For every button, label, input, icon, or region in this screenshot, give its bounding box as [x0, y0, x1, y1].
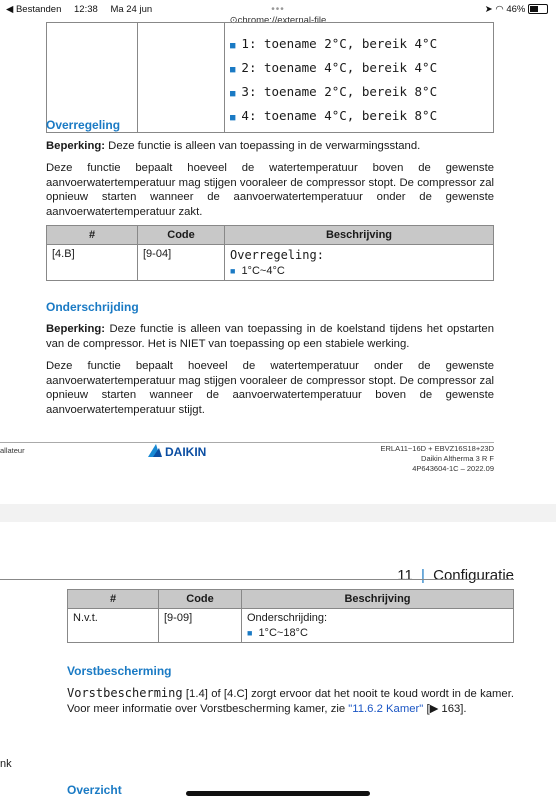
list-item: ■ 2: toename 4°C, bereik 4°C — [230, 60, 438, 75]
margin-text: nk — [0, 758, 12, 770]
col-header-desc: Beschrijving — [242, 590, 514, 609]
battery-percent: 46% — [506, 4, 526, 15]
status-date: Ma 24 jun — [110, 4, 153, 15]
daikin-logo — [148, 443, 218, 464]
cell-num: [4.B] — [47, 245, 138, 281]
footer-left: allateur — [0, 446, 25, 455]
cell-desc: Onderschrijding: — [247, 612, 328, 624]
chapter-title: Configuratie — [433, 567, 514, 584]
col-header-desc: Beschrijving — [225, 226, 494, 245]
cell-num: N.v.t. — [68, 609, 159, 643]
document-page-2 — [0, 522, 556, 800]
onderschrijding-beperking: Beperking: Deze functie is alleen van toepassing in de koelstand tijdens het opstarten van de compressor. Het is NIET van toepassing op een stabiele werking. — [46, 323, 494, 350]
kamer-link[interactable]: "11.6.2 Kamer" — [348, 702, 424, 715]
table-row — [68, 609, 514, 643]
cell-code: [9-04] — [138, 245, 225, 281]
col-header-code: Code — [138, 226, 225, 245]
overregeling-description: Deze functie bepaalt hoeveel de watertemperatuur boven de gewenste aanvoerwatertemperatuur mag stijgen vooraleer de compressor stopt. De compressor zal opnieuw starten wanneer de aanvoerwatertemperatuur onder de gewenste aanvoerwatertemperatuur zakt. — [46, 162, 494, 218]
header-divider — [0, 579, 514, 580]
table-row — [47, 245, 494, 281]
cell-range: ■ 1°C~18°C — [247, 627, 308, 639]
home-indicator[interactable] — [186, 791, 370, 796]
list-item: ■ 3: toename 2°C, bereik 8°C — [230, 84, 438, 99]
vorstbescherming-text: Vorstbescherming [1.4] of [4.C] zorgt ervoor dat het nooit te koud wordt in de kamer. Voor meer informatie over Vorstbescherming kamer, zie "11.6.2 Kamer" [▶ 163]. — [67, 686, 514, 715]
logo-text: DAIKIN — [165, 445, 207, 459]
onderschrijding-description: Deze functie bepaalt hoeveel de watertemperatuur onder de gewenste aanvoerwatertemperatuur mag stijgen vooraleer de compressor stopt. De compressor zal opnieuw starten wanneer de aanvoerwatertemperatuur boven de gewenste aanvoerwatertemperatuur stijgt. — [46, 360, 494, 416]
cell-range: ■ 1°C~4°C — [230, 265, 285, 277]
document-page-1 — [0, 32, 556, 504]
onderschrijding-table — [67, 589, 514, 643]
cell-desc: Overregeling: — [230, 248, 324, 262]
overregeling-heading: Overregeling — [46, 118, 121, 132]
list-item: ■ 4: toename 4°C, bereik 8°C — [230, 108, 438, 123]
more-dots-icon[interactable]: ••• — [271, 4, 285, 15]
overzicht-heading: Overzicht — [67, 783, 122, 797]
overregeling-table — [46, 225, 494, 281]
back-to-files-link[interactable]: ◀ Bestanden — [6, 4, 62, 15]
status-time: 12:38 — [74, 4, 98, 15]
lock-icon: ⊙ — [229, 15, 238, 26]
onderschrijding-heading: Onderschrijding — [46, 300, 139, 314]
daikin-logo-icon — [148, 443, 218, 459]
col-header-num: # — [68, 590, 159, 609]
chapter-number: 11 — [397, 567, 413, 584]
location-icon: ➤ — [484, 4, 493, 15]
url-display[interactable]: ⊙chrome://external-file — [229, 15, 327, 26]
footer-divider — [0, 442, 494, 443]
cell-code: [9-09] — [159, 609, 242, 643]
wifi-icon: ◠ — [495, 4, 504, 15]
col-header-num: # — [47, 226, 138, 245]
footer-right: ERLA11~16D + EBVZ16S18+23D Daikin Altherma 3 R F 4P643604-1C – 2022.09 — [380, 444, 494, 473]
list-item: ■ 1: toename 2°C, bereik 4°C — [230, 36, 438, 51]
chapter-header: 11 | Configuratie — [397, 567, 514, 584]
vorstbescherming-heading: Vorstbescherming — [67, 664, 172, 678]
col-header-code: Code — [159, 590, 242, 609]
top-table-fragment — [46, 22, 494, 133]
overregeling-beperking: Beperking: Deze functie is alleen van toepassing in de verwarmingsstand. — [46, 140, 421, 152]
